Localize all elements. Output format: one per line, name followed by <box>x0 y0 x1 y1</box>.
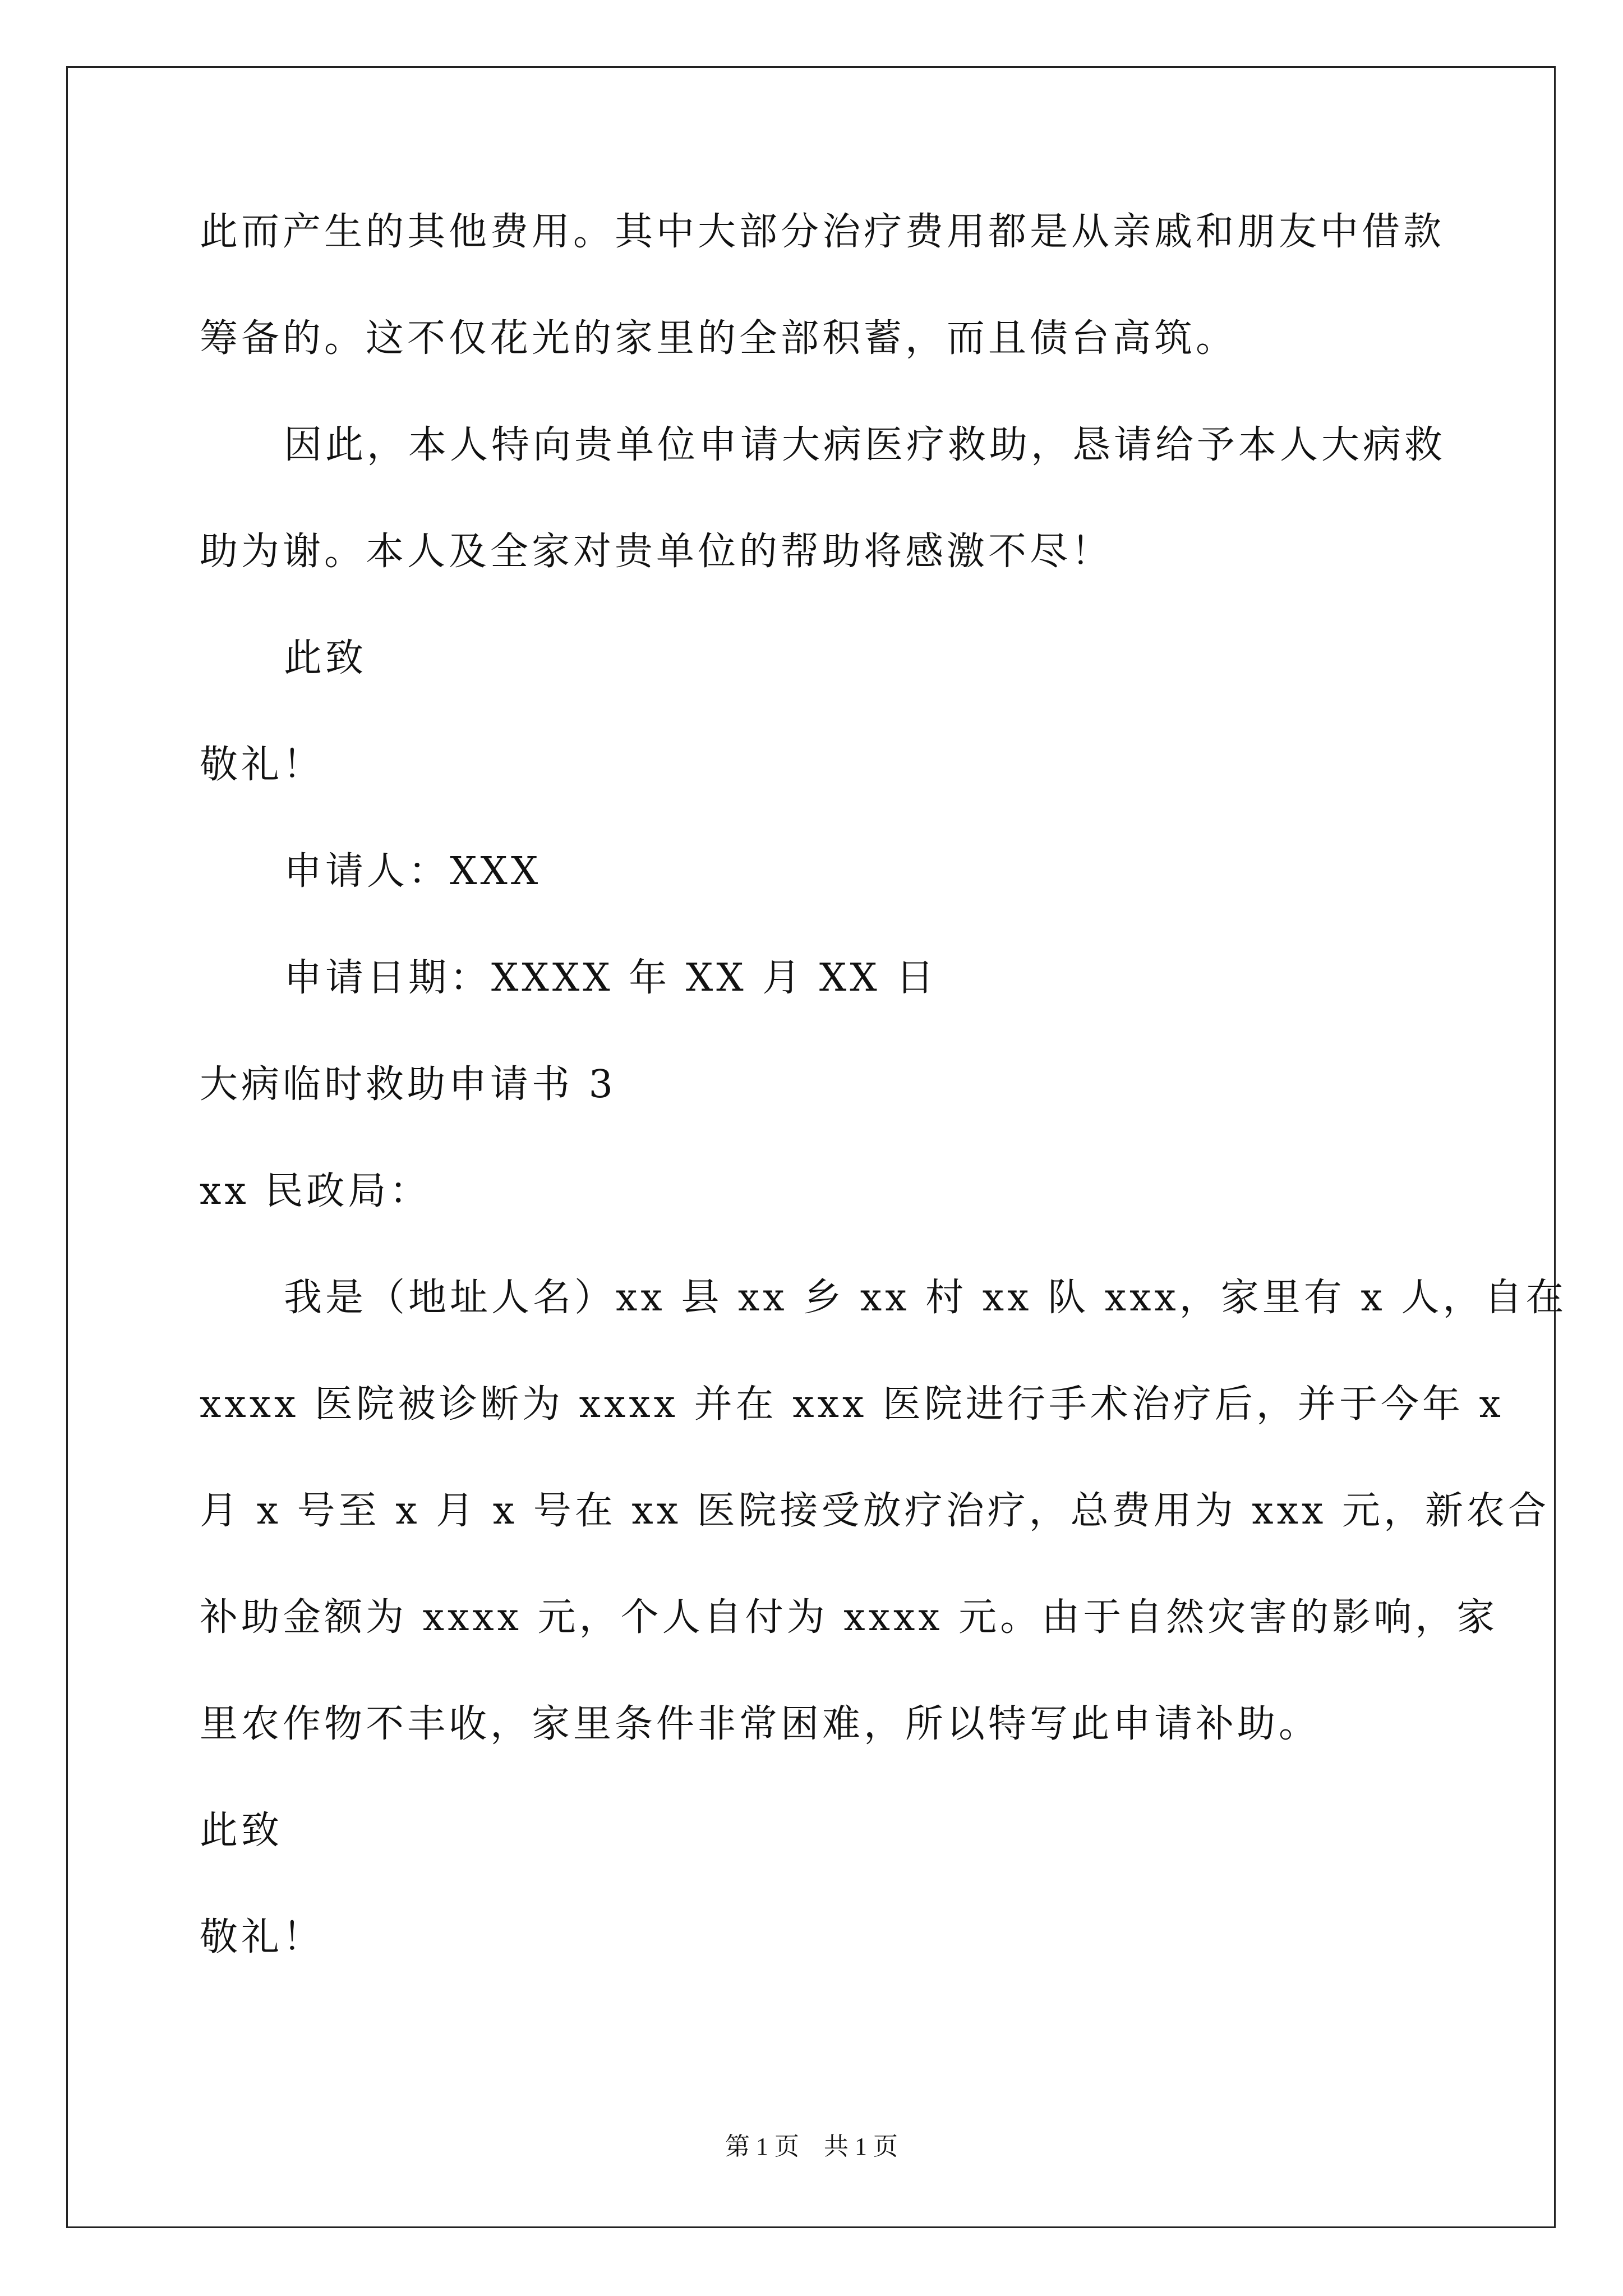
closing-regards: 敬礼！ <box>200 1915 325 1959</box>
application-date: 申请日期：XXXX 年 XX 月 XX 日 <box>284 956 938 1000</box>
body-line: 补助金额为 xxxx 元，个人自付为 xxxx 元。由于自然灾害的影响，家 <box>200 1595 1498 1640</box>
body-line: 月 x 号至 x 月 x 号在 xx 医院接受放疗治疗，总费用为 xxx 元，新农合 <box>200 1489 1550 1533</box>
section-heading: 大病临时救助申请书 3 <box>200 1062 616 1107</box>
page-footer: 第 1 页 共 1 页 <box>725 2133 898 2160</box>
body-line: 因此，本人特向贵单位申请大病医疗救助，恳请给予本人大病救 <box>284 423 1446 467</box>
body-line: 此而产生的其他费用。其中大部分治疗费用都是从亲戚和朋友中借款 <box>200 210 1445 254</box>
closing-salutation: 此致 <box>284 636 367 680</box>
body-line: 助为谢。本人及全家对贵单位的帮助将感激不尽！ <box>200 530 1113 574</box>
body-line: 我是（地址人名）xx 县 xx 乡 xx 村 xx 队 xxx，家里有 x 人，自在 <box>284 1276 1567 1320</box>
closing-regards: 敬礼！ <box>200 743 325 787</box>
closing-salutation: 此致 <box>200 1809 283 1853</box>
letter-recipient: xx 民政局： <box>200 1169 431 1213</box>
body-line: 里农作物不丰收，家里条件非常困难，所以特写此申请补助。 <box>200 1702 1321 1746</box>
body-line: 筹备的。这不仅花光的家里的全部积蓄，而且债台高筑。 <box>200 316 1238 361</box>
document-body <box>200 210 1567 1959</box>
applicant-name: 申请人：XXX <box>284 849 542 894</box>
body-line: xxxx 医院被诊断为 xxxx 并在 xxx 医院进行手术治疗后，并于今年 x <box>200 1382 1504 1427</box>
